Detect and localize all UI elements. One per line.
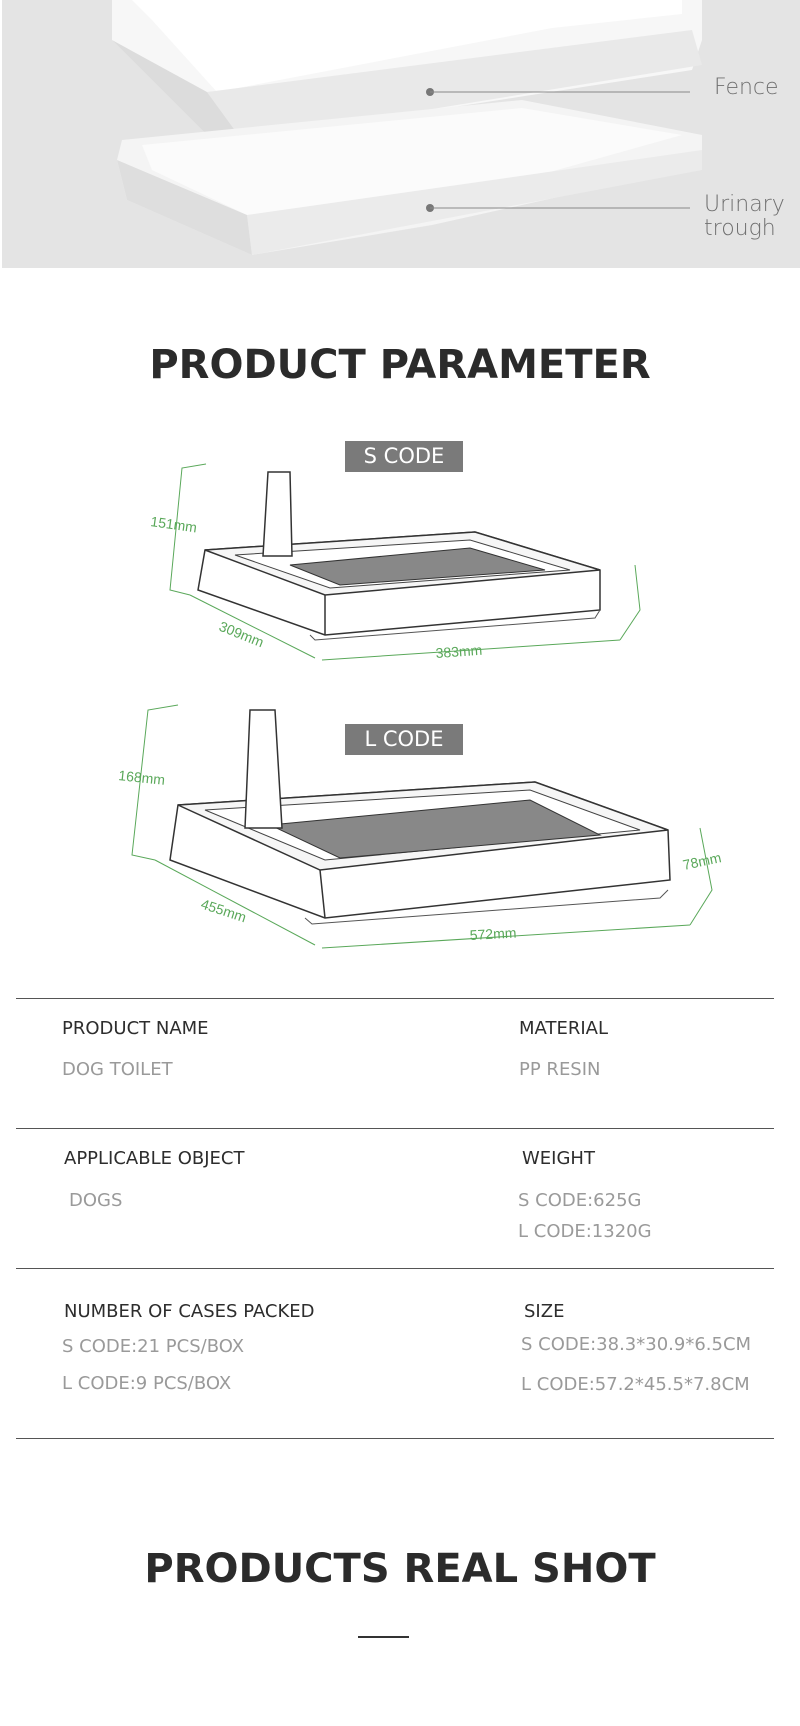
fence-callout: Fence <box>714 75 779 100</box>
l-length-label: 572mm <box>469 924 517 943</box>
product-parameter-heading: PRODUCT PARAMETER <box>149 342 651 388</box>
applicable-object-value: DOGS <box>69 1190 123 1211</box>
cases-l-value: L CODE:9 PCS/BOX <box>62 1373 232 1394</box>
l-code-dimension-diagram <box>0 700 800 960</box>
l-side-label: 78mm <box>681 849 723 873</box>
s-code-badge: S CODE <box>345 441 463 472</box>
s-depth-label: 309mm <box>216 617 267 651</box>
trough-callout-line2: trough <box>704 216 776 241</box>
l-height-label: 168mm <box>117 767 166 788</box>
weight-label: WEIGHT <box>522 1148 595 1169</box>
trough-callout-line1: Urinary <box>704 192 785 217</box>
l-depth-label: 455mm <box>199 895 249 926</box>
weight-l-value: L CODE:1320G <box>518 1221 652 1242</box>
products-real-shot-heading: PRODUCTS REAL SHOT <box>144 1546 656 1592</box>
table-divider <box>16 1268 774 1269</box>
l-code-badge: L CODE <box>345 724 463 755</box>
table-divider <box>16 998 774 999</box>
product-name-label: PRODUCT NAME <box>62 1018 209 1039</box>
material-label: MATERIAL <box>519 1018 608 1039</box>
s-code-dimension-diagram <box>0 460 800 680</box>
table-divider <box>16 1438 774 1439</box>
cases-packed-label: NUMBER OF CASES PACKED <box>64 1301 315 1322</box>
s-height-label: 151mm <box>149 513 199 536</box>
table-divider <box>16 1128 774 1129</box>
weight-s-value: S CODE:625G <box>518 1190 642 1211</box>
s-length-label: 383mm <box>435 641 483 661</box>
urinary-trough-callout <box>704 193 785 241</box>
product-name-value: DOG TOILET <box>62 1059 173 1080</box>
applicable-object-label: APPLICABLE OBJECT <box>64 1148 245 1169</box>
material-value: PP RESIN <box>519 1059 601 1080</box>
size-s-value: S CODE:38.3*30.9*6.5CM <box>521 1334 752 1355</box>
size-l-value: L CODE:57.2*45.5*7.8CM <box>521 1374 750 1395</box>
cases-s-value: S CODE:21 PCS/BOX <box>62 1336 245 1357</box>
size-label: SIZE <box>524 1301 565 1322</box>
heading-underline <box>358 1636 409 1638</box>
hero-product-image <box>2 0 800 268</box>
exploded-tray-illustration <box>2 0 800 268</box>
